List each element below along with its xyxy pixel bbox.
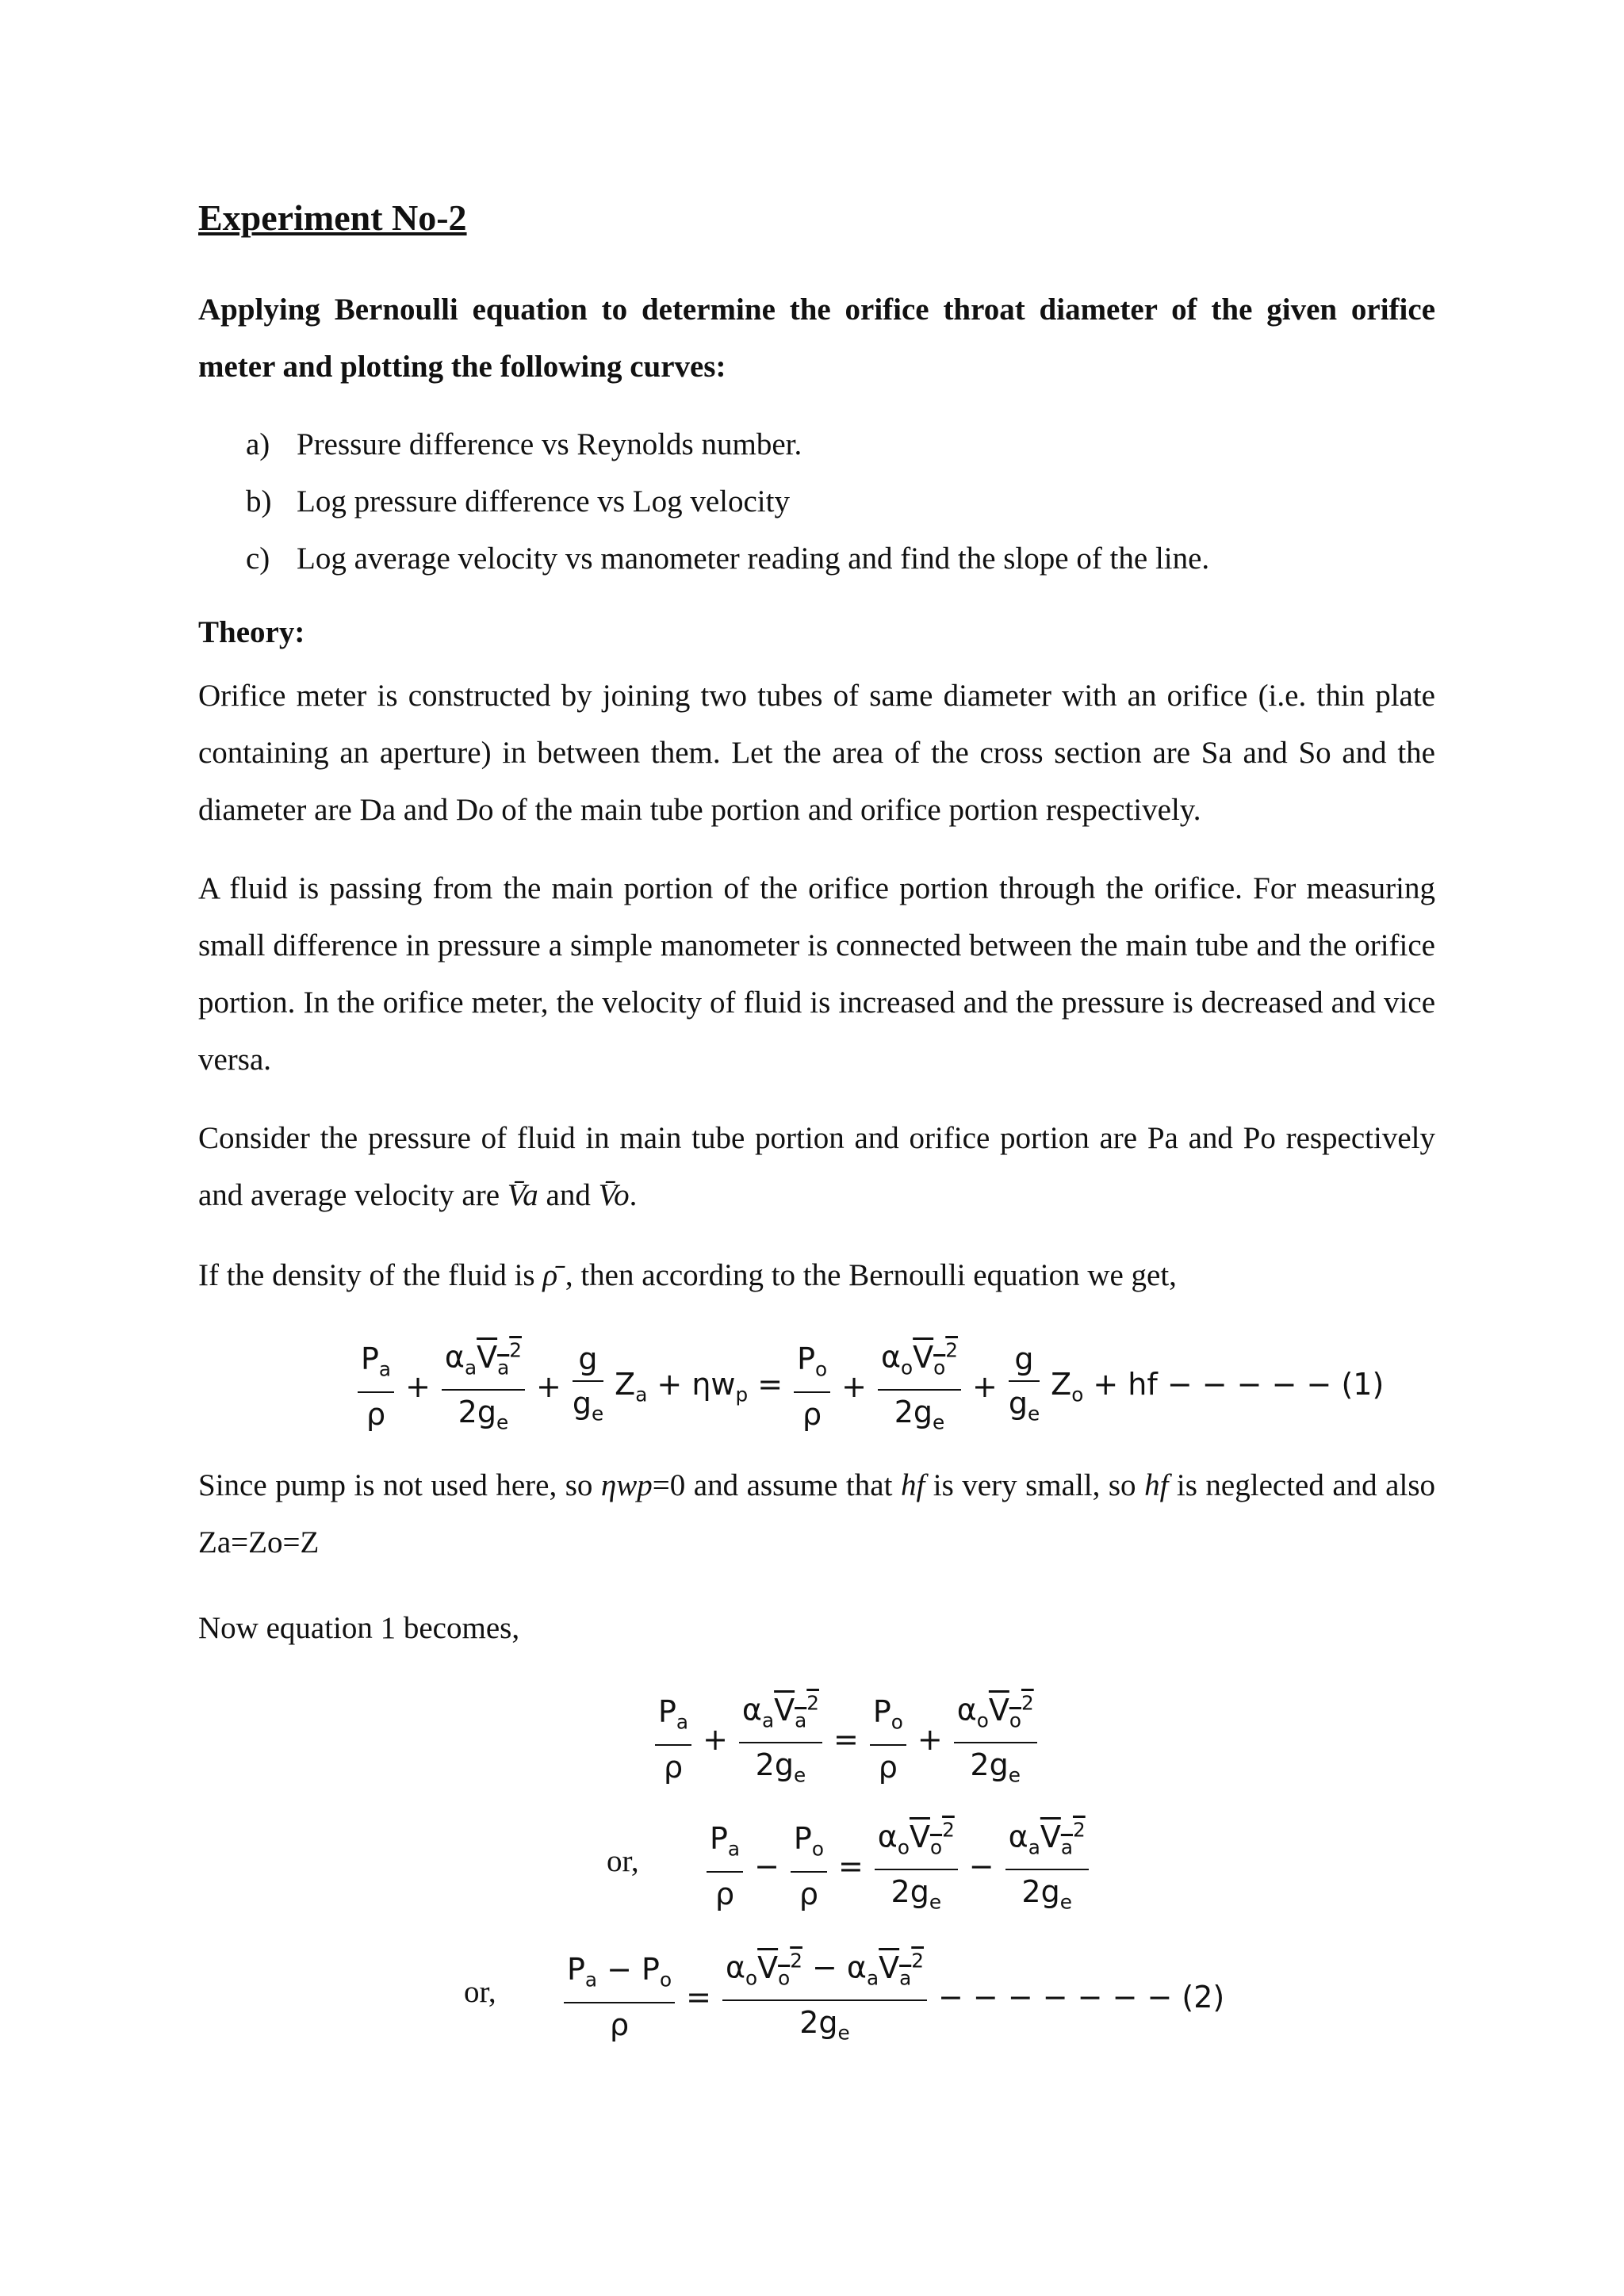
list-item: a) Pressure difference vs Reynolds number. [246,427,802,461]
equation-reduced: $\frac{P_a}{\rho}$ + $\frac{\alpha_aV_a^2}{2g_e}$ = $\frac{P_o}{\rho}$ + $\frac{\alpha_oV_o^2}{2g_e}$ [650,1685,1042,1794]
paragraph-2: A fluid is passing from the main portion of the orifice portion through the orifice. For measuring small difference in pressure a simple manometer is connected between the main tube and the orifice portion. In the orifice meter, the velocity of fluid is increased and the pressure is decreased and vice versa. [198,871,1435,1077]
equation-1-label: − − − − − (1) [1166,1367,1385,1402]
equation-difference: $\frac{P_a}{\rho}$ − $\frac{P_o}{\rho}$ = $\frac{\alpha_oV_o^2}{2g_e}$ − $\frac{\alpha_aV_a^2}{2g_e}$ [702,1812,1094,1921]
list-item: b) Log pressure difference vs Log velocity [246,484,790,519]
experiment-subtitle: Applying Bernoulli equation to determine the orifice throat diameter of the given orifice meter and plotting the following curves: [198,293,1435,384]
theory-heading: Theory: [198,615,305,649]
paragraph-4: If the density of the fluid is ρ̄ , then according to the Bernoulli equation we get, [198,1258,1177,1292]
equation-1: $\frac{P_a}{\rho}$ + $\frac{\alpha_aV_a^2}{2g_e}$ + $\frac{g}{g_e}$ $Z_a + \eta w_p$ = $\frac{P_o}{\rho}$ + $\frac{\alpha_oV_o^2}{2g_e}$ + $\frac{g}{g_e}$ $Z_o$ + hf − − − − − (1) [353,1332,1390,1441]
equation-2-label: − − − − − − − (2) [937,1979,1225,2015]
paragraph-3: Consider the pressure of fluid in main tube portion and orifice portion are Pa and Po respectively and average velocity are V̄a and V̄o. [198,1121,1435,1212]
or-label: or, [464,1975,496,2009]
curves-list [246,416,1209,587]
or-label: or, [607,1844,639,1878]
paragraph-5: Since pump is not used here, so ηwp=0 and assume that hf is very small, so hf is neglected and also Za=Zo=Z [198,1468,1435,1559]
list-item: c) Log average velocity vs manometer reading and find the slope of the line. [246,541,1210,576]
equation-2: $\frac{P_a - P_o}{\rho}$ = $\frac{\alpha_oV_o^2 - \alpha_aV_a^2}{2g_e}$ − − − − − − − (2) [559,1942,1231,2052]
paragraph-6: Now equation 1 becomes, [198,1611,520,1645]
page-title: Experiment No-2 [198,197,467,238]
paragraph-1: Orifice meter is constructed by joining two tubes of same diameter with an orifice (i.e. thin plate containing an aperture) in between them. Let the area of the cross section are Sa and So and the diameter are Da and Do of the main tube portion and orifice portion respectively. [198,679,1435,827]
